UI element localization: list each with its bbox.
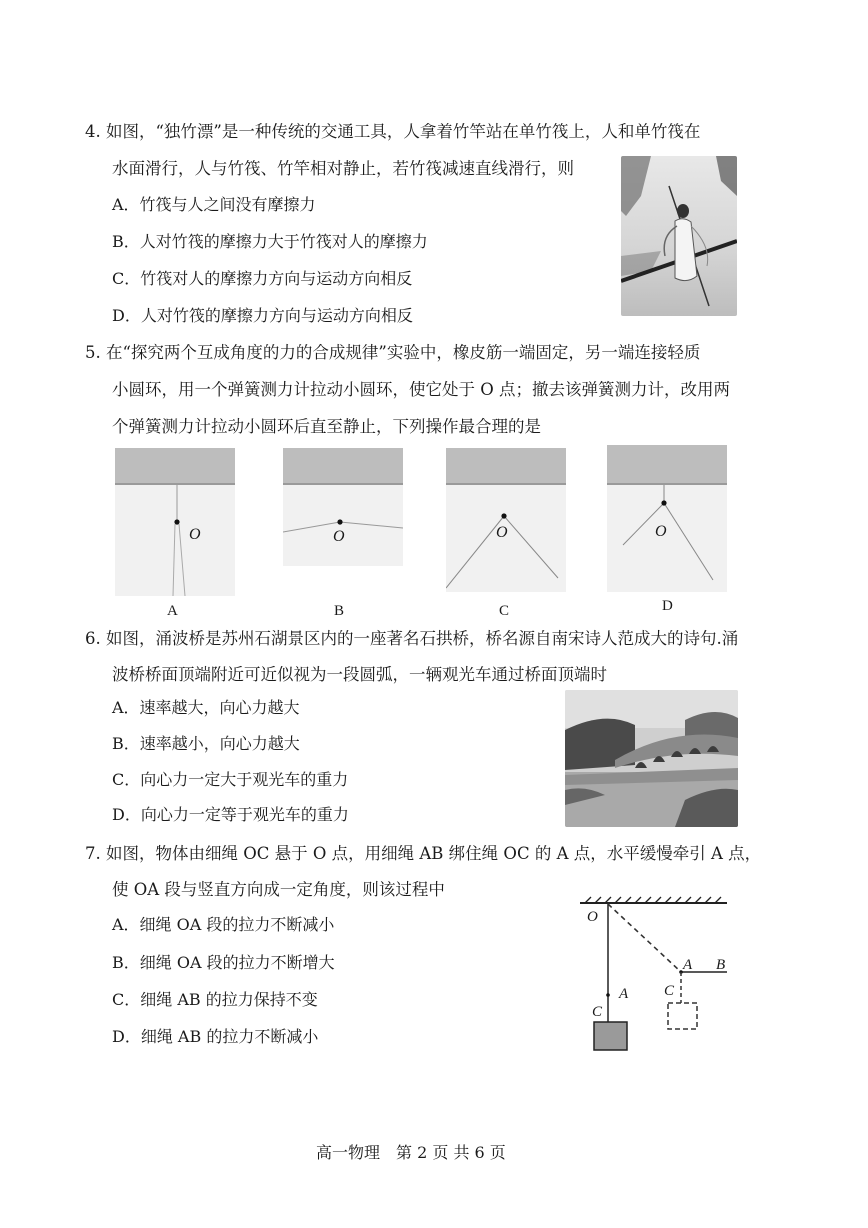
q4-photo-bamboo-rafting: [621, 156, 737, 316]
q5-panel-c-label: C: [499, 603, 510, 619]
q6-option-d: D．向心力一定等于观光车的重力: [112, 805, 349, 824]
q5-panel-a-label: A: [167, 603, 178, 619]
q7-option-d: D．细绳 AB 的拉力不断减小: [112, 1027, 319, 1046]
q5-stem-line-3: 个弹簧测力计拉动小圆环后直至静止，下列操作最合理的是: [112, 417, 541, 436]
q5-panel-c: [446, 448, 566, 592]
q7-option-b: B．细绳 OA 段的拉力不断增大: [112, 953, 335, 972]
q7-option-c: C．细绳 AB 的拉力保持不变: [112, 990, 318, 1009]
q6-stem-line-1: 6. 如图，涌波桥是苏州石湖景区内的一座著名石拱桥，桥名源自南宋诗人范成大的诗句.涌: [85, 629, 739, 648]
q7-force-diagram: [575, 895, 745, 1060]
q5-panel-b: [283, 448, 403, 566]
q6-stem-line-2: 波桥桥面顶端附近可近似视为一段圆弧，一辆观光车通过桥面顶端时: [112, 665, 607, 684]
q5-panel-b-label: B: [334, 603, 345, 619]
q5-panel-c-point: O: [496, 524, 508, 541]
q6-option-b: B．速率越小，向心力越大: [112, 734, 300, 753]
q4-option-c: C．竹筏对人的摩擦力方向与运动方向相反: [112, 269, 413, 288]
q7-point-c-initial: C: [592, 1004, 603, 1020]
q7-point-b: B: [716, 957, 726, 973]
q5-panel-a: [115, 448, 235, 596]
q7-stem-line-2: 使 OA 段与竖直方向成一定角度，则该过程中: [112, 880, 445, 899]
q5-panel-d: [607, 445, 727, 592]
q5-panel-d-label: D: [662, 598, 673, 614]
page-footer: 高一物理 第 2 页 共 6 页: [316, 1143, 506, 1162]
q5-stem-line-2: 小圆环，用一个弹簧测力计拉动小圆环，使它处于 O 点；撤去该弹簧测力计，改用两: [112, 380, 731, 399]
q5-panel-b-point: O: [333, 528, 345, 545]
q6-photo-stone-bridge: [565, 690, 738, 827]
q4-stem-line-2: 水面滑行，人与竹筏、竹竿相对静止，若竹筏减速直线滑行，则: [112, 159, 574, 178]
q7-point-c-moved: C: [664, 983, 675, 999]
q5-panel-d-point: O: [655, 523, 667, 540]
q4-option-d: D．人对竹筏的摩擦力方向与运动方向相反: [112, 306, 413, 325]
q5-panel-a-point: O: [189, 526, 201, 543]
q4-option-a: A．竹筏与人之间没有摩擦力: [112, 195, 316, 214]
q7-point-a-moved: A: [683, 957, 693, 973]
q4-stem-line-1: 4. 如图，“独竹漂”是一种传统的交通工具，人拿着竹竿站在单竹筏上，人和单竹筏在: [85, 122, 701, 141]
q4-option-b: B．人对竹筏的摩擦力大于竹筏对人的摩擦力: [112, 232, 428, 251]
q6-option-c: C．向心力一定大于观光车的重力: [112, 770, 349, 789]
q7-option-a: A．细绳 OA 段的拉力不断减小: [112, 915, 335, 934]
q6-option-a: A．速率越大，向心力越大: [112, 698, 300, 717]
q7-stem-line-1: 7. 如图，物体由细绳 OC 悬于 O 点，用细绳 AB 绑住绳 OC 的 A 点，水平缓慢牵引 A 点，: [85, 844, 762, 863]
q7-point-a-initial: A: [619, 986, 629, 1002]
q7-point-o: O: [587, 909, 598, 925]
q5-stem-line-1: 5. 在“探究两个互成角度的力的合成规律”实验中，橡皮筋一端固定，另一端连接轻质: [85, 343, 701, 362]
